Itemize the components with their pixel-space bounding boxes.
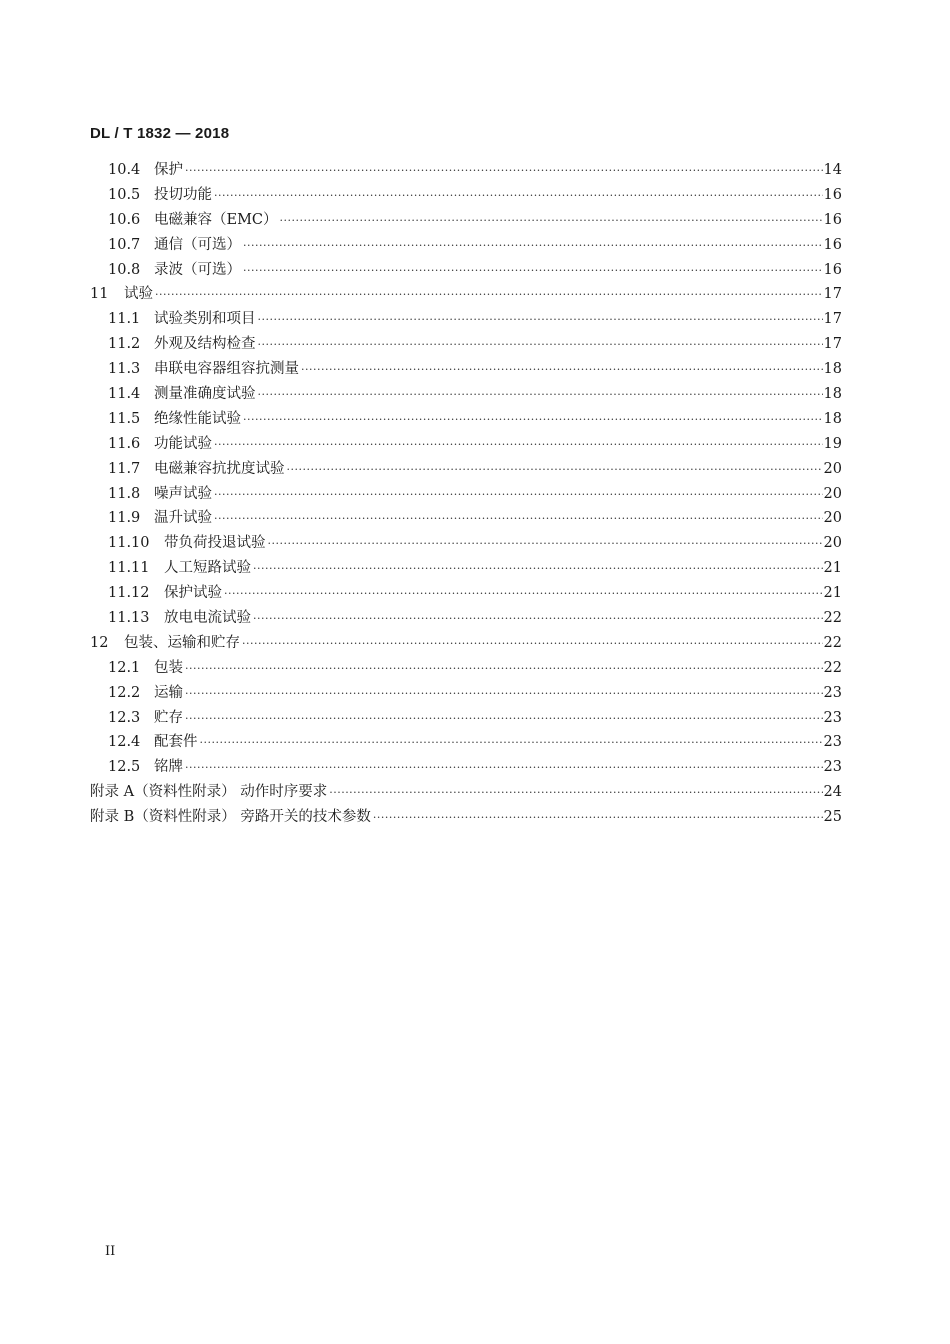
toc-entry-title: 带负荷投退试验 bbox=[164, 535, 266, 552]
toc-entry-title: 包装、运输和贮存 bbox=[124, 634, 240, 651]
toc-entry-page: 17 bbox=[823, 336, 842, 353]
toc-entry-number: 11.13 bbox=[108, 610, 150, 627]
toc-entry-title: 外观及结构检查 bbox=[154, 336, 256, 353]
table-of-contents bbox=[90, 158, 842, 830]
toc-entry[interactable] bbox=[90, 506, 842, 531]
toc-entry-title: 电磁兼容抗扰度试验 bbox=[154, 460, 285, 477]
toc-entry[interactable] bbox=[90, 432, 842, 457]
toc-entry[interactable] bbox=[90, 531, 842, 556]
toc-entry[interactable] bbox=[90, 656, 842, 681]
toc-entry-page: 16 bbox=[823, 211, 842, 228]
toc-entry[interactable] bbox=[90, 457, 842, 482]
toc-entry-number: 10.5 bbox=[108, 186, 141, 203]
toc-leader-dots bbox=[243, 259, 823, 284]
toc-entry-number: 10.6 bbox=[108, 211, 141, 228]
toc-entry-number: 10.4 bbox=[108, 162, 141, 178]
toc-entry-title: 运输 bbox=[154, 684, 183, 701]
toc-entry-page: 23 bbox=[823, 759, 842, 776]
toc-leader-dots bbox=[243, 234, 823, 259]
toc-entry-number: 10.7 bbox=[108, 236, 141, 253]
toc-entry-page: 22 bbox=[823, 610, 842, 627]
toc-entry-page: 18 bbox=[823, 410, 842, 427]
toc-entry-page: 18 bbox=[823, 386, 842, 403]
toc-entry-page: 23 bbox=[823, 734, 842, 751]
toc-leader-dots bbox=[258, 333, 823, 358]
toc-entry-number: 10.8 bbox=[108, 261, 141, 278]
toc-entry-number: 11.4 bbox=[108, 386, 141, 403]
toc-entry[interactable] bbox=[90, 631, 842, 656]
toc-entry-title: 铭牌 bbox=[154, 759, 183, 776]
toc-leader-dots bbox=[185, 682, 823, 707]
toc-leader-dots bbox=[214, 483, 823, 508]
toc-entry-title: 保护 bbox=[154, 162, 183, 178]
toc-entry-page: 18 bbox=[823, 361, 842, 378]
toc-entry[interactable] bbox=[90, 407, 842, 432]
toc-entry-title: 试验 bbox=[124, 286, 153, 303]
toc-entry-title: 附录 A（资料性附录） 动作时序要求 bbox=[90, 784, 328, 801]
toc-leader-dots bbox=[329, 781, 822, 806]
toc-entry-number: 11.8 bbox=[108, 485, 141, 502]
toc-entry[interactable] bbox=[90, 307, 842, 332]
toc-entry-number: 12.3 bbox=[108, 709, 141, 726]
toc-leader-dots bbox=[214, 433, 823, 458]
toc-entry-title: 包装 bbox=[154, 659, 183, 676]
toc-leader-dots bbox=[253, 557, 823, 582]
toc-leader-dots bbox=[287, 458, 823, 483]
toc-entry-number: 12.5 bbox=[108, 759, 141, 776]
toc-entry[interactable] bbox=[90, 208, 842, 233]
toc-entry-number: 12.1 bbox=[108, 659, 141, 676]
toc-leader-dots bbox=[200, 731, 823, 756]
page-number: II bbox=[105, 1244, 116, 1259]
toc-entry-title: 温升试验 bbox=[154, 510, 212, 527]
toc-entry[interactable] bbox=[90, 158, 842, 183]
toc-entry-page: 22 bbox=[823, 634, 842, 651]
toc-leader-dots bbox=[280, 209, 823, 234]
toc-entry-title: 录波（可选） bbox=[154, 261, 241, 278]
toc-entry-number: 11.1 bbox=[108, 311, 141, 328]
toc-entry[interactable] bbox=[90, 482, 842, 507]
toc-entry-page: 16 bbox=[823, 236, 842, 253]
toc-entry-page: 20 bbox=[823, 535, 842, 552]
toc-leader-dots bbox=[301, 358, 823, 383]
toc-entry-page: 23 bbox=[823, 709, 842, 726]
toc-entry[interactable] bbox=[90, 606, 842, 631]
toc-entry-title: 噪声试验 bbox=[154, 485, 212, 502]
toc-entry-title: 测量准确度试验 bbox=[154, 386, 256, 403]
toc-entry-title: 配套件 bbox=[154, 734, 198, 751]
toc-leader-dots bbox=[258, 383, 823, 408]
toc-entry-page: 21 bbox=[823, 585, 842, 602]
toc-entry-title: 试验类别和项目 bbox=[154, 311, 256, 328]
toc-entry-title: 贮存 bbox=[154, 709, 183, 726]
toc-entry-page: 25 bbox=[823, 809, 842, 826]
toc-entry[interactable] bbox=[90, 233, 842, 258]
toc-entry-title: 电磁兼容（EMC） bbox=[154, 211, 278, 228]
toc-entry[interactable] bbox=[90, 706, 842, 731]
toc-entry-number: 12.4 bbox=[108, 734, 141, 751]
toc-entry[interactable] bbox=[90, 556, 842, 581]
toc-entry-page: 23 bbox=[823, 684, 842, 701]
toc-entry-number: 12 bbox=[90, 634, 109, 651]
toc-entry[interactable] bbox=[90, 258, 842, 283]
toc-entry-title: 附录 B（资料性附录） 旁路开关的技术参数 bbox=[90, 809, 371, 826]
toc-entry-title: 绝缘性能试验 bbox=[154, 410, 241, 427]
toc-entry-page: 20 bbox=[823, 460, 842, 477]
toc-entry-page: 17 bbox=[823, 286, 842, 303]
toc-entry-title: 功能试验 bbox=[154, 435, 212, 452]
toc-entry-page: 24 bbox=[823, 784, 842, 801]
toc-entry[interactable] bbox=[90, 755, 842, 780]
toc-entry-title: 投切功能 bbox=[154, 186, 212, 203]
toc-entry-number: 11.3 bbox=[108, 361, 141, 378]
toc-entry-number: 11.10 bbox=[108, 535, 150, 552]
toc-entry[interactable] bbox=[90, 357, 842, 382]
toc-entry[interactable] bbox=[90, 581, 842, 606]
toc-entry[interactable] bbox=[90, 183, 842, 208]
toc-entry-number: 11.9 bbox=[108, 510, 141, 527]
toc-leader-dots bbox=[243, 408, 823, 433]
toc-entry-page: 19 bbox=[823, 435, 842, 452]
toc-entry-page: 16 bbox=[823, 261, 842, 278]
toc-entry[interactable] bbox=[90, 382, 842, 407]
toc-entry-page: 20 bbox=[823, 485, 842, 502]
toc-leader-dots bbox=[185, 657, 823, 682]
toc-entry-title: 人工短路试验 bbox=[164, 560, 251, 577]
toc-entry-number: 12.2 bbox=[108, 684, 141, 701]
toc-entry-number: 11.11 bbox=[108, 560, 150, 577]
toc-leader-dots bbox=[242, 632, 823, 657]
toc-leader-dots bbox=[185, 756, 823, 781]
toc-entry-number: 11.6 bbox=[108, 435, 141, 452]
toc-entry-title: 串联电容器组容抗测量 bbox=[154, 361, 299, 378]
toc-leader-dots bbox=[185, 159, 823, 184]
toc-entry-page: 14 bbox=[823, 162, 842, 178]
toc-entry[interactable] bbox=[90, 780, 842, 805]
toc-leader-dots bbox=[258, 308, 823, 333]
toc-leader-dots bbox=[155, 283, 823, 308]
toc-leader-dots bbox=[373, 806, 823, 831]
toc-entry[interactable] bbox=[90, 730, 842, 755]
toc-entry-title: 通信（可选） bbox=[154, 236, 241, 253]
toc-entry[interactable] bbox=[90, 805, 842, 830]
toc-leader-dots bbox=[185, 707, 823, 732]
toc-leader-dots bbox=[253, 607, 823, 632]
toc-entry-number: 11.12 bbox=[108, 585, 150, 602]
toc-entry-title: 放电电流试验 bbox=[164, 610, 251, 627]
toc-entry-page: 16 bbox=[823, 186, 842, 203]
toc-leader-dots bbox=[214, 184, 823, 209]
toc-entry[interactable] bbox=[90, 681, 842, 706]
standard-code-header: DL / T 1832 — 2018 bbox=[90, 125, 230, 142]
toc-entry-page: 22 bbox=[823, 659, 842, 676]
toc-entry[interactable] bbox=[90, 282, 842, 307]
toc-leader-dots bbox=[214, 507, 823, 532]
toc-entry-title: 保护试验 bbox=[164, 585, 222, 602]
toc-entry-page: 17 bbox=[823, 311, 842, 328]
toc-entry-page: 20 bbox=[823, 510, 842, 527]
toc-entry-number: 11.2 bbox=[108, 336, 141, 353]
toc-leader-dots bbox=[268, 532, 823, 557]
toc-entry-page: 21 bbox=[823, 560, 842, 577]
toc-entry-number: 11.7 bbox=[108, 460, 141, 477]
toc-leader-dots bbox=[224, 582, 823, 607]
toc-entry-number: 11 bbox=[90, 286, 109, 303]
toc-entry-number: 11.5 bbox=[108, 410, 141, 427]
toc-entry[interactable] bbox=[90, 332, 842, 357]
